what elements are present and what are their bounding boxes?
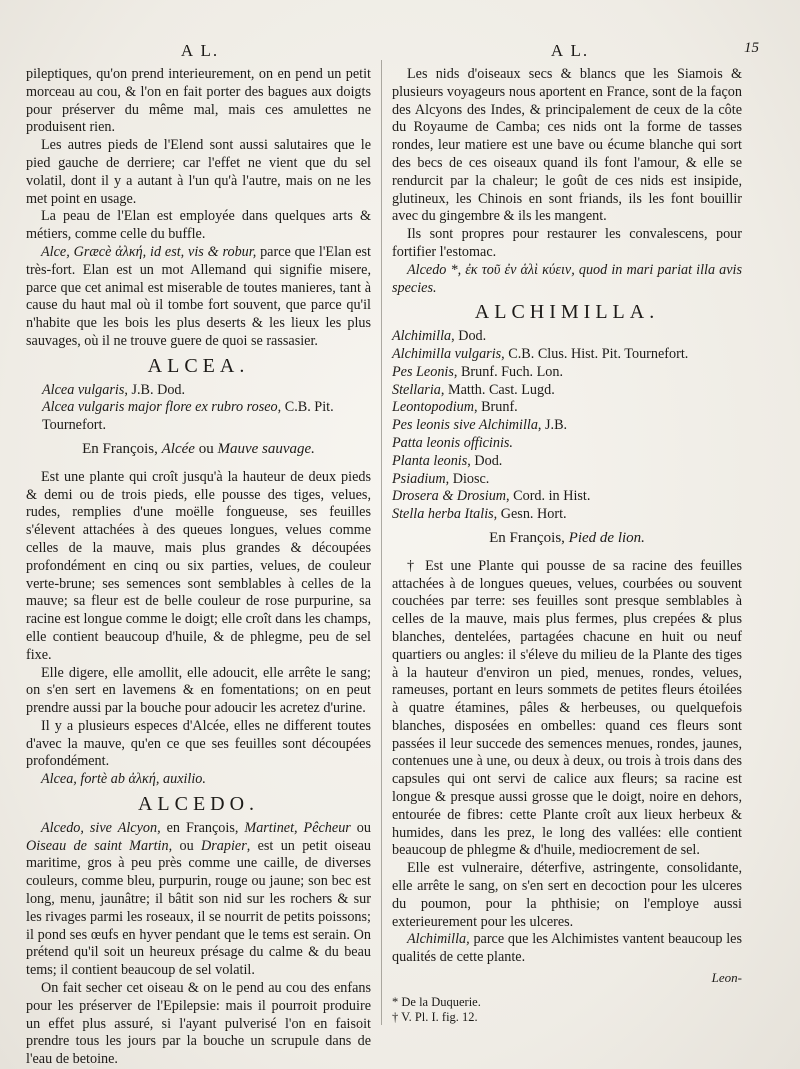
french-prefix: En François, [489,529,569,546]
synonym-line [392,453,742,471]
paragraph: † Est une Plante qui pousse de sa racine des feuilles attachées à de longues queues, velues, courbées ou souvent couchées par terre: ses feuilles sont presque semblables à celles de la mauve, mais plus fermes, plus crepées & plus blanches, dentelées, partagées chacune en huit ou neuf quartiers ou angles: il s'éleve du milieu de la Plante des tiges à la hauteur d'environ un pied, menues, rondes, velues, rameuses, portant en leurs sommets de petites fleurs étoilées à quatre étamines, pâles & herbeuses, ou quelquefois blanches, disposées en ombelles: quand ces fleurs sont passées il leur succede des semences menues, rondes, jaunes, contenues une à une, ou deux à deux, ou trois à trois dans des capsules qui ont servi de calice aux fleurs; sa racine est longue & presque aussi grosse que le doigt, noire en dehors, entourée de fibres: cette Plante croît aux lieux herbeux & humides, dans les prez, le long des vallées: elle contient beaucoup de phlegme & d'huile, mediocrement de sel. [392,557,742,859]
synonym-name: Alcea vulgaris major flore ex rubro roseo [42,399,278,416]
synonym-name: Alchimilla [392,328,452,345]
etymology-italic: Alcedo *, ἐκ τοῦ ἐν ἁλὶ κύειν, quod in mari pariat illa avis species. [392,261,742,296]
paragraph-text: parce que les Alchimistes vantent beaucoup les qualités de cette plante. [392,931,742,966]
paragraph: pileptiques, qu'on prend interieurement, on en pend un petit morceau au cou, & l'on en fait porter des bagues aux doigts pour préserver du même mal, mais ces amulettes ne produisent rien. [26,66,371,136]
entry-title-alchimilla: ALCHIMILLA. [474,301,660,324]
french-name: Pied de lion. [568,529,645,546]
running-head-right: A L. [550,41,590,60]
footnote: * De la Duquerie. [392,994,481,1009]
french-name: Alcée [161,440,195,457]
etymology-line [26,771,371,789]
synonym-source: , Gesn. Hort. [493,506,567,523]
entry-title-alcea: ALCEA. [147,354,250,377]
french-name: Oiseau de saint Martin [26,837,169,854]
synonym-name: Alchimilla vulgaris [392,345,502,362]
running-head-left: A L. [180,41,220,60]
synonym-source: , Dod. [451,328,487,345]
synonym-source: , Brunf. [473,399,518,416]
synonym-name: Patta leonis officinis. [392,434,513,451]
synonym-source: , Diosc. [445,470,490,487]
latin-name: Alchimilla, [407,931,470,948]
entry-title-alcedo: ALCEDO. [137,793,260,816]
synonym-line [26,382,371,400]
synonym-name: Drosera & Drosium [392,488,507,505]
synonym-source: , Cord. in Hist. [506,488,591,505]
synonym-line [392,346,742,364]
french-name-line [26,441,371,459]
synonym-line [392,382,742,400]
synonym-name: Stellaria [392,381,441,398]
synonym-source: , Brunf. Fuch. Lon. [453,363,564,380]
french-name: Martinet, Pêcheur [244,819,351,836]
synonym-name: Psiadium [392,470,446,487]
synonym-name: Stella herba Italis [392,506,494,523]
paragraph: Les nids d'oiseaux secs & blancs que les Siamois & plusieurs voyageurs nous aportent en France, sont de la façon des Alcyons des Indes, & principalement de ceux de la côte du Royaume de Camba; ces nids ont la forme de tasses rondes, leur matiere est une bave ou écume blanche qui sort des becs de ces oiseaux quand ils font l'amour, & elle se rendurcit par la chaleur; le goût de ces nids est insipide, glutineux, les Chinois en sont friands, ils les font bouillir avec du gingembre & ils les mangent. [392,66,742,225]
synonym-source: , C.B. Clus. Hist. Pit. Tournefort. [501,345,689,362]
paragraph-text: , ou [168,837,201,854]
french-name-line [392,530,742,548]
synonym-line [392,488,742,506]
synonym-source: , C.B. Pit. Tournefort. [42,399,334,434]
paragraph: Elle est vulneraire, déterfive, astringente, consolidante, elle arrête le sang, on s'en sert en decoction pour les ulceres du poumon, pour la phthisie; on l'employe aussi exterieurement pour les ulceres. [392,860,742,930]
column-divider [381,60,382,1025]
synonym-source: , Matth. Cast. Lugd. [440,381,555,398]
synonym-line [392,364,742,382]
synonym-name: Pes leonis sive Alchimilla [392,417,538,434]
paragraph [26,820,371,980]
synonym-source: , Dod. [467,452,503,469]
french-name: Mauve sauvage. [217,440,315,457]
synonym-line [392,328,742,346]
etymology-line [392,262,742,298]
french-or: ou [194,440,218,457]
paragraph: Elle digere, elle amollit, elle adoucit, elle arrête le sang; on s'en sert en lavemens & en fomentations; on en peut prendre aussi par la bouche pour adoucir les acretez d'urine. [26,664,371,717]
right-column [392,66,742,1025]
paragraph: Ils sont propres pour restaurer les convalescens, pour fortifier l'estomac. [392,226,742,260]
catchword: Leon- [711,970,742,986]
synonym-line [392,399,742,417]
etymology-italic: Alcea, fortè ab ἀλκή, auxilio. [41,771,206,788]
etymology-italic: Alce, Græcè ἀλκή, id est, vis & robur, [41,243,257,260]
paragraph: Les autres pieds de l'Elend sont aussi salutaires que le pied gauche de derriere; car l'effet ne vient que du sel volatil, dont il y a autant à l'un qu'à l'autre, mais on ne les met point en usage. [26,137,371,207]
synonym-line [392,435,742,453]
page-number: 15 [744,40,759,56]
paragraph: La peau de l'Elan est employée dans quelques arts & métiers, comme celle du buffle. [26,208,371,243]
paragraph [26,244,371,351]
french-prefix: En François, [82,440,162,457]
latin-name: Alcedo, sive Alcyon, [41,819,161,836]
synonym-source: , J.B. Dod. [124,381,186,398]
paragraph-text: en François, [160,819,245,836]
paragraph [392,931,742,967]
synonym-name: Alcea vulgaris [42,381,125,398]
synonym-name: Pes Leonis [392,363,454,380]
paragraph-text: ou [350,819,371,836]
paragraph: Il y a plusieurs especes d'Alcée, elles ne different toutes d'avec la mauve, qu'en ce que ses feuilles sont découpées profondément. [26,717,371,770]
footnote: † V. Pl. I. fig. 12. [392,1009,478,1024]
paragraph-text: parce que l'Elan est très-fort. Elan est un mot Allemand qui signifie misere, parce que cet animal est miserable de toutes manieres, tant à cause du haut mal où il tombe fort souvent, que parce qu'il n'habite que les bois les plus deserts & les lieux les plus sauvages, où il ne trouve guere de quoi se rassasier. [26,243,372,349]
french-name: Drapier [201,837,247,854]
synonym-line [392,506,742,524]
synonym-line [392,471,742,489]
synonym-name: Planta leonis [392,452,468,469]
paragraph: On fait secher cet oiseau & on le pend au cou des enfans pour les préserver de l'Epilepsie: mais il pourroit produire un effet plus assuré, si l'ayant pulverisé l'on en faisoit prendre tous les jours par la bouche un scrupule dans de l'eau de betoine. [26,980,371,1068]
paragraph-text: , est un petit oiseau maritime, gros à peu près comme une caille, de diverses couleurs, comme bleu, purpurin, rouge ou jaune; son bec est long, menu, jaunâtre; il bâtit son nid sur les rochers & sur les rivages parmi les roseaux, il se nourrit de petits poissons; il pond ses œufs en hyver pendant que le tems est serain. On prétend qu'il soit un heureux présage du calme & du beau tems; il contient beaucoup de sel volatil. [26,837,372,979]
synonym-source: , J.B. [537,417,568,434]
synonym-name: Leontopodium [392,399,474,416]
paragraph: Est une plante qui croît jusqu'à la hauteur de deux pieds & demi ou de trois pieds, elle pousse des tiges, velues, rudes, remplies d'une moëlle fongueuse, ses feuilles s'élevent attachées à des queues longues, velues comme celles de la mauve, mais plus grandes & découpées profondément en cinq ou six parties, velues, de couleur verte-brune; ses semences sont semblables à celles de la mauve; sa fleur est de belle couleur de rose purpurine, sa racine est longue comme le doigt; elle croît dans les champs, elle contient beaucoup d'huile, & de phlegme, peu de sel fixe. [26,468,371,663]
synonym-list [392,328,742,524]
left-column [26,66,371,1069]
synonym-line [392,417,742,435]
synonym-line [26,399,371,435]
